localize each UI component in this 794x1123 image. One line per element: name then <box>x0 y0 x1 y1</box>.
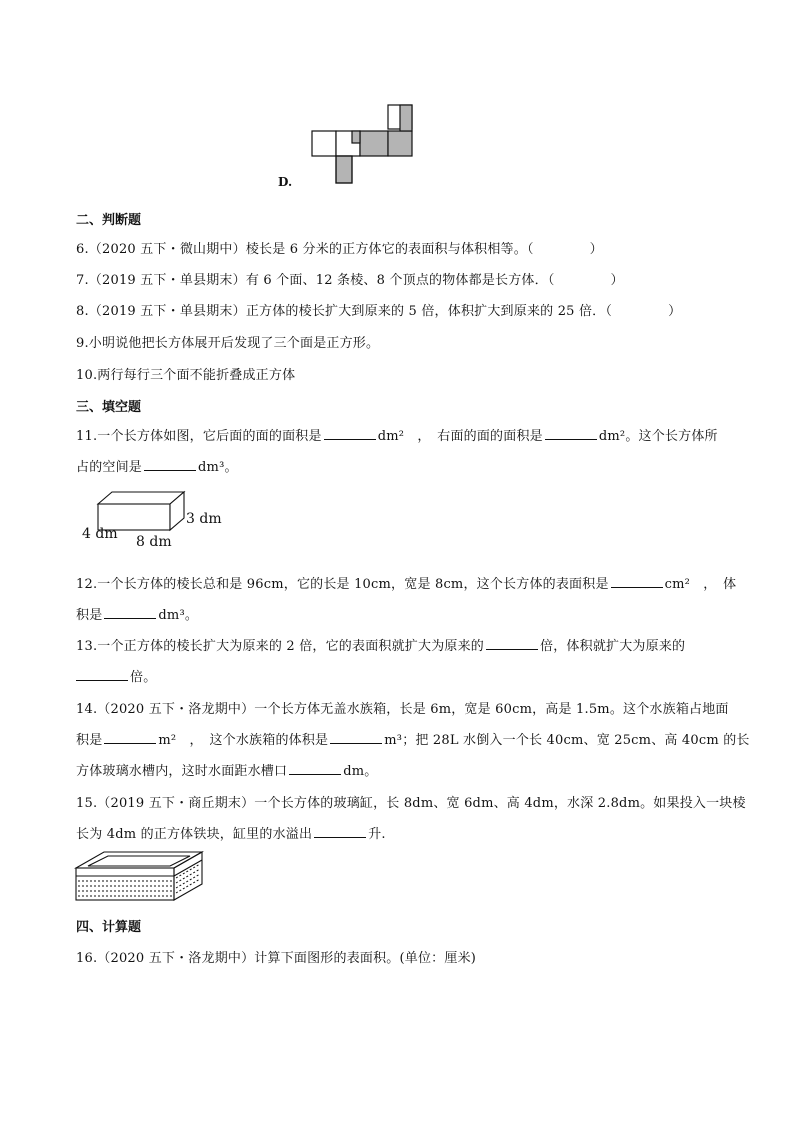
answer-blank[interactable] <box>314 825 366 838</box>
answer-blank[interactable] <box>104 731 156 744</box>
question-10: 10.两行每行三个面不能折叠成正方体 <box>76 368 296 383</box>
answer-blank[interactable] <box>144 458 196 471</box>
question-11-line-1: 11.一个长方体如图，它后面的面的面积是 dm² ， 右面的面的面积是 dm²。这个长方体所 <box>76 429 718 444</box>
question-12-line-2: 积是 dm³。 <box>76 608 199 623</box>
question-13-line-2: 倍。 <box>76 666 156 685</box>
question-15-line-2: 长为 4dm 的正方体铁块，缸里的水溢出 升. <box>76 827 386 842</box>
question-7: 7.（2019 五下・单县期末）有 6 个面、12 条棱、8 个顶点的物体都是长方体．（ ） <box>76 273 624 288</box>
question-9: 9.小明说他把长方体展开后发现了三个面是正方形。 <box>76 336 380 351</box>
option-d-label: D. <box>278 175 293 189</box>
cuboid-height-label: 3 dm <box>186 511 222 527</box>
answer-blank[interactable] <box>76 668 128 681</box>
answer-blank[interactable] <box>324 427 376 440</box>
cuboid-width-label: 4 dm <box>82 526 118 542</box>
section-heading-calc: 四、计算题 <box>76 920 142 935</box>
question-13-line-1: 13.一个正方体的棱长扩大为原来的 2 倍，它的表面积就扩大为原来的 倍，体积就扩大为原来的 <box>76 639 686 654</box>
cuboid-length-label: 8 dm <box>136 534 172 550</box>
question-12-line-1: 12.一个长方体的棱长总和是 96cm，它的长是 10cm，宽是 8cm，这个长方体的表面积是 cm² ， 体 <box>76 577 737 592</box>
question-14-line-1: 14.（2020 五下・洛龙期中）一个长方体无盖水族箱，长是 6m，宽是 60cm，高是 1.5m。这个水族箱占地面 <box>76 702 729 717</box>
answer-blank[interactable] <box>289 762 341 775</box>
glass-tank-figure <box>74 850 204 904</box>
answer-blank[interactable] <box>486 637 538 650</box>
section-heading-judge: 二、判断题 <box>76 213 142 228</box>
question-11-line-2: 占的空间是 dm³。 <box>76 460 238 475</box>
answer-blank[interactable] <box>545 427 597 440</box>
answer-blank[interactable] <box>330 731 382 744</box>
question-8: 8.（2019 五下・单县期末）正方体的棱长扩大到原来的 5 倍，体积扩大到原来的 25 倍．（ ） <box>76 304 682 319</box>
cube-net-figure-d <box>300 100 430 188</box>
answer-blank[interactable] <box>611 575 663 588</box>
question-14-line-3: 方体玻璃水槽内，这时水面距水槽口 dm。 <box>76 764 378 779</box>
question-6: 6.（2020 五下・微山期中）棱长是 6 分米的正方体它的表面积与体积相等。（ ） <box>76 242 603 257</box>
section-heading-fill: 三、填空题 <box>76 400 142 415</box>
question-16: 16.（2020 五下・洛龙期中）计算下面图形的表面积。(单位：厘米) <box>76 951 477 966</box>
question-15-line-1: 15.（2019 五下・商丘期末）一个长方体的玻璃缸，长 8dm、宽 6dm、高 4dm，水深 2.8dm。如果投入一块棱 <box>76 796 746 811</box>
question-14-line-2: 积是 m² ， 这个水族箱的体积是 m³；把 28L 水倒入一个长 40cm、宽 25cm、高 40cm 的长 <box>76 733 750 748</box>
answer-blank[interactable] <box>104 606 156 619</box>
